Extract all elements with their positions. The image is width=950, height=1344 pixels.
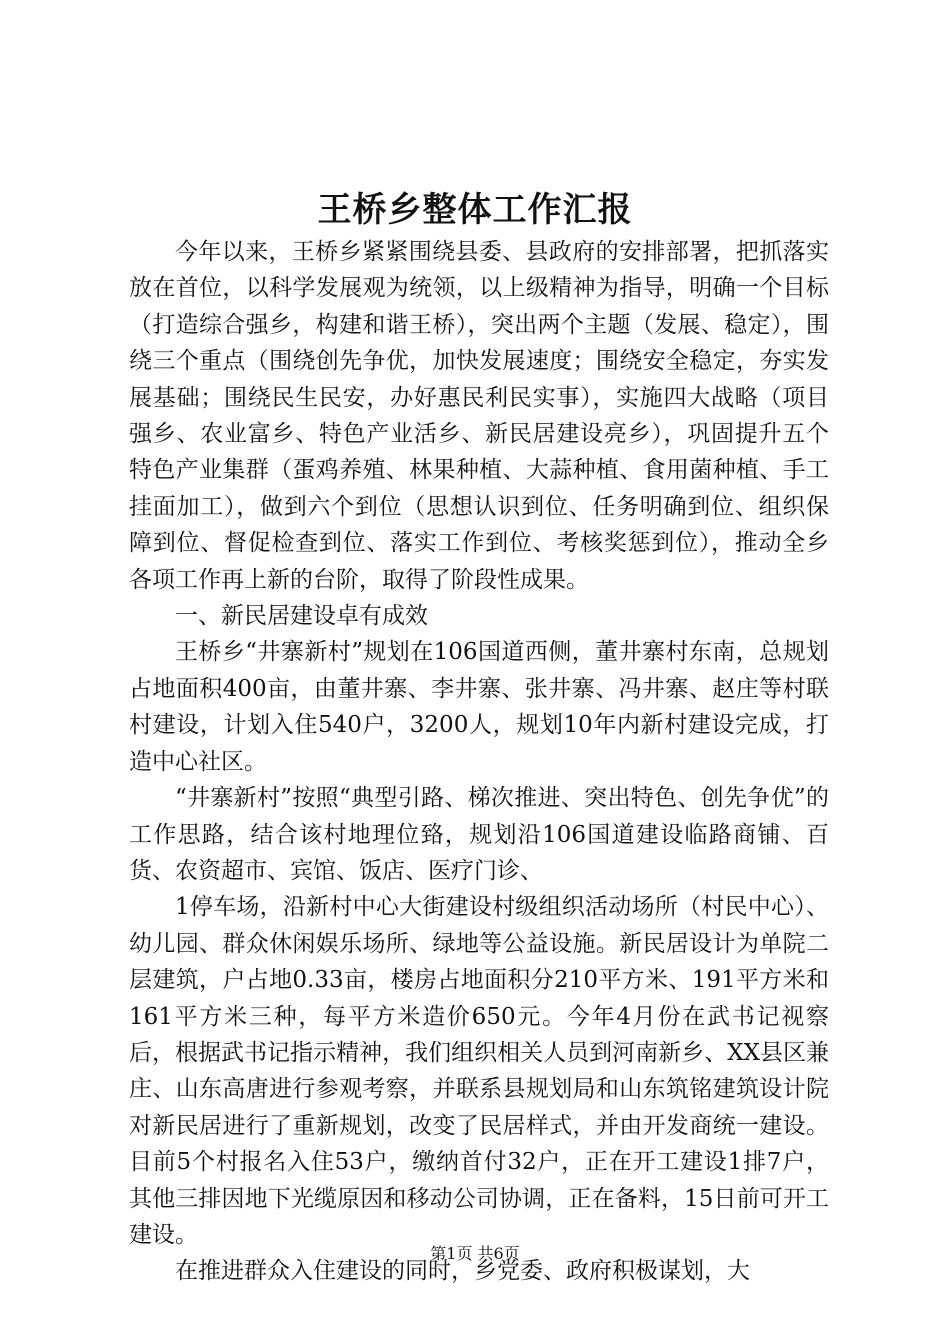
document-title: 王桥乡整体工作汇报 [317,190,633,230]
paragraph-continued: 在推进群众入住建设的同时，乡党委、政府积极谋划，大 [175,1258,750,1285]
section-heading: 一、新民居建设卓有成效 [175,603,428,630]
paragraph-plan: 王桥乡“井寨新村”规划在106国道西侧，董井寨村东南，总规划占地面积400亩，由董井寨、李井寨、张井寨、冯井寨、赵庄等村联村建设，计划入住540户，3200人，规划10年内新村建设完成，打造中心社区。 [129,639,829,775]
paragraph-intro: 今年以来，王桥乡紧紧围绕县委、县政府的安排部署，把抓落实放在首位，以科学发展观为统领，以上级精神为指导，明确一个目标（打造综合强乡，构建和谐王桥），突出两个主题（发展、稳定），围绕三个重点（围绕创先争优，加快发展速度；围绕安全稳定，夯实发展基础；围绕民生民安，办好惠民利民实事），实施四大战略（项目强乡、农业富乡、特色产业活乡、新民居建设亮乡），巩固提升五个特色产业集群（蛋鸡养殖、林果种植、大蒜种植、食用菌种植、手工挂面加工），做到六个到位（思想认识到位、任务明确到位、组织保障到位、督促检查到位、落实工作到位、考核奖惩到位），推动全乡各项工作再上新的台阶，取得了阶段性成果。 [129,239,829,593]
page-footer: 第1页 共6页 [430,1244,520,1263]
document-body [129,234,829,1290]
paragraph-approach: “井寨新村”按照“典型引路、梯次推进、突出特色、创先争优”的工作思路，结合该村地理位臵，规划沿106国道建设临路商铺、百货、农资超市、宾馆、饭店、医疗门诊、 [129,785,829,884]
paragraph-details: 1停车场，沿新村中心大街建设村级组织活动场所（村民中心）、幼儿园、群众休闲娱乐场所、绿地等公益设施。新民居设计为单院二层建筑，户占地0.33亩，楼房占地面积分210平方米、191平方米和161平方米三种，每平方米造价650元。今年4月份在武书记视察后，根据武书记指示精神，我们组织相关人员到河南新乡、XX县区兼庄、山东高唐进行参观考察，并联系县规划局和山东筑铭建筑设计院对新民居进行了重新规划，改变了民居样式，并由开发商统一建设。目前5个村报名入住53户，缴纳首付32户，正在开工建设1排7户，其他三排因地下光缆原因和移动公司协调，正在备料，15日前可开工建设。 [129,894,829,1248]
